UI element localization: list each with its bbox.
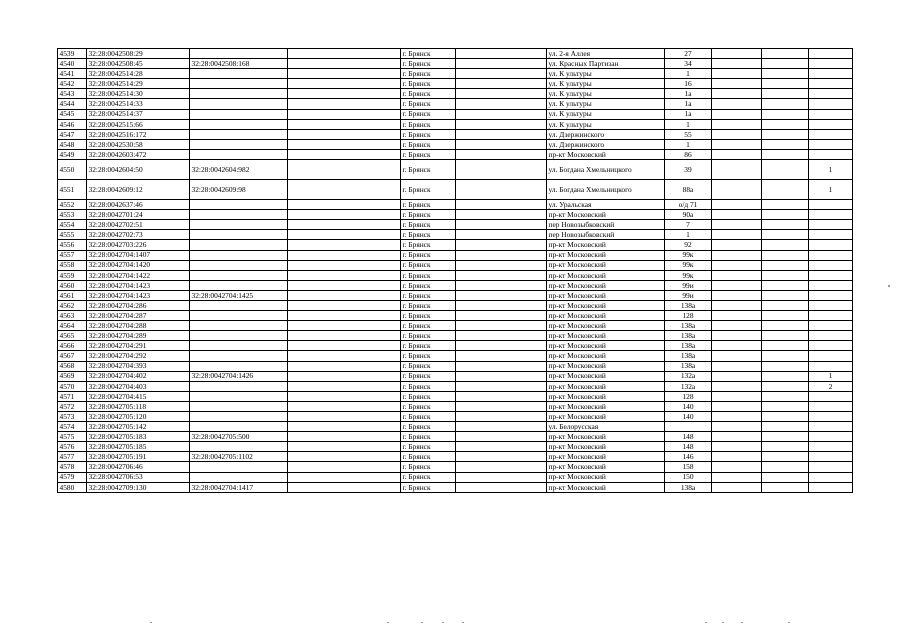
cell-street: пр-кт Московский [547, 290, 665, 300]
cell-cadastral-number: 32:28:0042704:286 [87, 300, 190, 310]
cell-street: пр-кт Московский [547, 391, 665, 401]
cell-city: г. Брянск [401, 109, 456, 119]
cell-house: 39 [665, 160, 712, 180]
cell-number: 4539 [58, 49, 87, 59]
cell-city: г. Брянск [401, 331, 456, 341]
cell-city: г. Брянск [401, 280, 456, 290]
cell-number: 4565 [58, 331, 87, 341]
cell-street: пр-кт Московский [547, 250, 665, 260]
cell-street: пр-кт Московский [547, 260, 665, 270]
cell-city: г. Брянск [401, 260, 456, 270]
cell-city: г. Брянск [401, 180, 456, 200]
cell-street: пр-кт Московский [547, 472, 665, 482]
cell-house: 99к [665, 270, 712, 280]
cell-city: г. Брянск [401, 79, 456, 89]
cell-city: г. Брянск [401, 472, 456, 482]
cell-house: 132а [665, 381, 712, 391]
cell-street: ул. 2-я Аллея [547, 49, 665, 59]
cell-house: 138а [665, 321, 712, 331]
cell-street: пр-кт Московский [547, 371, 665, 381]
cell-house: 99к [665, 250, 712, 260]
cell-number: 4561 [58, 290, 87, 300]
cell-city: г. Брянск [401, 210, 456, 220]
cell-house: 86 [665, 149, 712, 159]
cell-city: г. Брянск [401, 361, 456, 371]
cell-number: 4541 [58, 69, 87, 79]
cell-cadastral-number: 32:28:0042515:66 [87, 119, 190, 129]
cell-number: 4568 [58, 361, 87, 371]
cell-cadastral-number: 32:28:0042704:393 [87, 361, 190, 371]
cell-house: 138а [665, 351, 712, 361]
cell-city: г. Брянск [401, 230, 456, 240]
cell-number: 4562 [58, 300, 87, 310]
cell-number: 4576 [58, 442, 87, 452]
cell-street: пр-кт Московский [547, 401, 665, 411]
cell-street: пр-кт Московский [547, 381, 665, 391]
cell-street: пр-кт Московский [547, 432, 665, 442]
cell-count: 1 [809, 371, 853, 381]
cell-cadastral-number: 32:28:0042514:37 [87, 109, 190, 119]
cell-related-cadastral-number: 32:28:0042704:1417 [190, 482, 288, 492]
cell-street: пр-кт Московский [547, 442, 665, 452]
cell-house: 128 [665, 311, 712, 321]
cell-city: г. Брянск [401, 452, 456, 462]
cell-cadastral-number: 32:28:0042702:51 [87, 220, 190, 230]
cell-number: 4543 [58, 89, 87, 99]
cell-cadastral-number: 32:28:0042705:142 [87, 422, 190, 432]
cell-street: пр-кт Московский [547, 341, 665, 351]
cell-city: г. Брянск [401, 129, 456, 139]
cell-cadastral-number: 32:28:0042530:58 [87, 139, 190, 149]
cell-city: г. Брянск [401, 442, 456, 452]
cell-street: ул. Дзержинского [547, 129, 665, 139]
cell-number: 4566 [58, 341, 87, 351]
cell-city: г. Брянск [401, 270, 456, 280]
cell-house: 34 [665, 59, 712, 69]
cell-cadastral-number: 32:28:0042514:28 [87, 69, 190, 79]
cell-cadastral-number: 32:28:0042704:1423 [87, 290, 190, 300]
cell-house: 138а [665, 331, 712, 341]
cell-number: 4569 [58, 371, 87, 381]
cell-cadastral-number: 32:28:0042705:120 [87, 412, 190, 422]
cell-cadastral-number: 32:28:0042705:191 [87, 452, 190, 462]
cell-house: 1 [665, 119, 712, 129]
cell-house: 92 [665, 240, 712, 250]
cell-city: г. Брянск [401, 351, 456, 361]
cell-street: ул. К ультуры [547, 99, 665, 109]
cell-cadastral-number: 32:28:0042609:12 [87, 180, 190, 200]
cell-cadastral-number: 32:28:0042709:130 [87, 482, 190, 492]
cell-cadastral-number: 32:28:0042705:185 [87, 442, 190, 452]
cell-street: пр-кт Московский [547, 280, 665, 290]
cell-city: г. Брянск [401, 381, 456, 391]
cell-street: пр-кт Московский [547, 300, 665, 310]
cell-count: 2 [809, 381, 853, 391]
cell-street: пр-кт Московский [547, 270, 665, 280]
cell-related-cadastral-number: 32:28:0042705:500 [190, 432, 288, 442]
cell-house: 138а [665, 361, 712, 371]
cell-number: 4540 [58, 59, 87, 69]
cell-city: г. Брянск [401, 462, 456, 472]
cell-street: пер Новозыбковский [547, 230, 665, 240]
cell-number: 4553 [58, 210, 87, 220]
cell-cadastral-number: 32:28:0042514:29 [87, 79, 190, 89]
cell-number: 4542 [58, 79, 87, 89]
cell-number: 4546 [58, 119, 87, 129]
cell-number: 4554 [58, 220, 87, 230]
cell-street: пр-кт Московский [547, 412, 665, 422]
cell-cadastral-number: 32:28:0042704:288 [87, 321, 190, 331]
cell-house: 1а [665, 89, 712, 99]
cell-cadastral-number: 32:28:0042704:1422 [87, 270, 190, 280]
cell-cadastral-number: 32:28:0042514:33 [87, 99, 190, 109]
cell-house: 90а [665, 210, 712, 220]
cell-house: 138а [665, 300, 712, 310]
cell-house: 1а [665, 109, 712, 119]
cell-related-cadastral-number: 32:28:0042705:1102 [190, 452, 288, 462]
cell-street: ул. К ультуры [547, 69, 665, 79]
cell-street: ул. Уральская [547, 200, 665, 210]
cell-city: г. Брянск [401, 139, 456, 149]
cell-cadastral-number: 32:28:0042508:29 [87, 49, 190, 59]
cell-number: 4575 [58, 432, 87, 442]
cell-street: пр-кт Московский [547, 452, 665, 462]
cell-number: 4552 [58, 200, 87, 210]
cell-cadastral-number: 32:28:0042704:289 [87, 331, 190, 341]
cell-city: г. Брянск [401, 401, 456, 411]
cell-cadastral-number: 32:28:0042704:1420 [87, 260, 190, 270]
cell-cadastral-number: 32:28:0042704:292 [87, 351, 190, 361]
cell-city: г. Брянск [401, 119, 456, 129]
cell-house: 138а [665, 482, 712, 492]
cell-city: г. Брянск [401, 371, 456, 381]
cell-number: 4563 [58, 311, 87, 321]
cell-cadastral-number: 32:28:0042514:30 [87, 89, 190, 99]
cell-number: 4557 [58, 250, 87, 260]
cell-number: 4571 [58, 391, 87, 401]
cell-house: 99и [665, 280, 712, 290]
cell-city: г. Брянск [401, 482, 456, 492]
cell-cadastral-number: 32:28:0042516:172 [87, 129, 190, 139]
cell-city: г. Брянск [401, 160, 456, 180]
cell-street: ул. К ультуры [547, 79, 665, 89]
cell-house: 146 [665, 452, 712, 462]
cell-city: г. Брянск [401, 220, 456, 230]
cell-number: 4549 [58, 149, 87, 159]
cell-street: пр-кт Московский [547, 311, 665, 321]
cell-number: 4574 [58, 422, 87, 432]
cell-city: г. Брянск [401, 240, 456, 250]
cell-house: 128 [665, 391, 712, 401]
cell-street: ул. Белорусская [547, 422, 665, 432]
cell-house: 1 [665, 139, 712, 149]
cell-city: г. Брянск [401, 200, 456, 210]
cell-cadastral-number: 32:28:0042705:183 [87, 432, 190, 442]
cell-city: г. Брянск [401, 69, 456, 79]
cell-house: 140 [665, 412, 712, 422]
cell-cadastral-number: 32:28:0042701:24 [87, 210, 190, 220]
cell-house: 1 [665, 230, 712, 240]
cell-street: пр-кт Московский [547, 321, 665, 331]
cell-city: г. Брянск [401, 391, 456, 401]
cell-cadastral-number: 32:28:0042704:287 [87, 311, 190, 321]
cell-cadastral-number: 32:28:0042704:402 [87, 371, 190, 381]
cell-street: пр-кт Московский [547, 240, 665, 250]
cell-cadastral-number: 32:28:0042706:53 [87, 472, 190, 482]
cell-street: пр-кт Московский [547, 210, 665, 220]
cell-cadastral-number: 32:28:0042704:415 [87, 391, 190, 401]
cell-city: г. Брянск [401, 59, 456, 69]
cell-number: 4577 [58, 452, 87, 462]
cell-house: 27 [665, 49, 712, 59]
cell-cadastral-number: 32:28:0042703:226 [87, 240, 190, 250]
cell-house: 1 [665, 69, 712, 79]
cell-number: 4551 [58, 180, 87, 200]
cell-number: 4564 [58, 321, 87, 331]
cell-number: 4550 [58, 160, 87, 180]
cell-house: 99к [665, 260, 712, 270]
cell-number: 4544 [58, 99, 87, 109]
cell-cadastral-number: 32:28:0042705:118 [87, 401, 190, 411]
cell-street: пр-кт Московский [547, 331, 665, 341]
cell-house: 88а [665, 180, 712, 200]
cell-number: 4579 [58, 472, 87, 482]
cell-number: 4548 [58, 139, 87, 149]
cell-number: 4578 [58, 462, 87, 472]
cell-street: пр-кт Московский [547, 149, 665, 159]
cell-city: г. Брянск [401, 99, 456, 109]
cell-city: г. Брянск [401, 300, 456, 310]
cell-street: ул. Дзержинского [547, 139, 665, 149]
cell-cadastral-number: 32:28:0042704:1423 [87, 280, 190, 290]
cell-street: ул. Богдана Хмельницкого [547, 180, 665, 200]
cell-city: г. Брянск [401, 422, 456, 432]
cell-street: пр-кт Московский [547, 462, 665, 472]
cell-house: 140 [665, 401, 712, 411]
cell-number: 4545 [58, 109, 87, 119]
cell-house: 148 [665, 442, 712, 452]
cell-number: 4558 [58, 260, 87, 270]
cell-street: пр-кт Московский [547, 351, 665, 361]
cell-count: 1 [809, 180, 853, 200]
cell-cadastral-number: 32:28:0042706:46 [87, 462, 190, 472]
cell-number: 4567 [58, 351, 87, 361]
cell-number: 4560 [58, 280, 87, 290]
cell-city: г. Брянск [401, 311, 456, 321]
cell-house: 7 [665, 220, 712, 230]
cell-street: пр-кт Московский [547, 482, 665, 492]
cell-street: ул. К ультуры [547, 89, 665, 99]
cell-city: г. Брянск [401, 290, 456, 300]
cell-city: г. Брянск [401, 149, 456, 159]
cell-city: г. Брянск [401, 412, 456, 422]
cell-cadastral-number: 32:28:0042704:291 [87, 341, 190, 351]
cell-cadastral-number: 32:28:0042637:46 [87, 200, 190, 210]
cell-house: 1а [665, 99, 712, 109]
cell-cadastral-number: 32:28:0042604:50 [87, 160, 190, 180]
cell-house: 16 [665, 79, 712, 89]
cell-related-cadastral-number: 32:28:0042508:168 [190, 59, 288, 69]
cell-street: ул. Богдана Хмельницкого [547, 160, 665, 180]
cell-number: 4573 [58, 412, 87, 422]
cell-house: 150 [665, 472, 712, 482]
cell-related-cadastral-number: 32:28:0042704:1426 [190, 371, 288, 381]
cell-house: о/д 71 [665, 200, 712, 210]
cell-number: 4547 [58, 129, 87, 139]
cell-street: пр-кт Московский [547, 361, 665, 371]
cell-number: 4555 [58, 230, 87, 240]
cell-cadastral-number: 32:28:0042702:73 [87, 230, 190, 240]
cell-number: 4580 [58, 482, 87, 492]
cell-house: 158 [665, 462, 712, 472]
cell-cadastral-number: 32:28:0042704:403 [87, 381, 190, 391]
cell-city: г. Брянск [401, 341, 456, 351]
cell-house: 55 [665, 129, 712, 139]
cell-house: 99и [665, 290, 712, 300]
cell-cadastral-number: 32:28:0042603:472 [87, 149, 190, 159]
cell-number: 4570 [58, 381, 87, 391]
cell-related-cadastral-number: 32:28:0042704:1425 [190, 290, 288, 300]
cell-street: ул. К ультуры [547, 109, 665, 119]
cell-street: ул. К ультуры [547, 119, 665, 129]
cell-related-cadastral-number: 32:28:0042609:98 [190, 180, 288, 200]
cell-city: г. Брянск [401, 250, 456, 260]
cell-cadastral-number: 32:28:0042508:45 [87, 59, 190, 69]
cell-city: г. Брянск [401, 432, 456, 442]
cell-related-cadastral-number: 32:28:0042604:982 [190, 160, 288, 180]
cell-city: г. Брянск [401, 89, 456, 99]
cell-house: 138а [665, 341, 712, 351]
cell-number: 4572 [58, 401, 87, 411]
cell-house: 132а [665, 371, 712, 381]
cell-house: 148 [665, 432, 712, 442]
cell-number: 4556 [58, 240, 87, 250]
cell-count: 1 [809, 160, 853, 180]
cell-number: 4559 [58, 270, 87, 280]
cell-city: г. Брянск [401, 49, 456, 59]
cell-street: ул. Красных Партизан [547, 59, 665, 69]
cell-city: г. Брянск [401, 321, 456, 331]
cell-street: пер Новозыбковский [547, 220, 665, 230]
cell-cadastral-number: 32:28:0042704:1407 [87, 250, 190, 260]
